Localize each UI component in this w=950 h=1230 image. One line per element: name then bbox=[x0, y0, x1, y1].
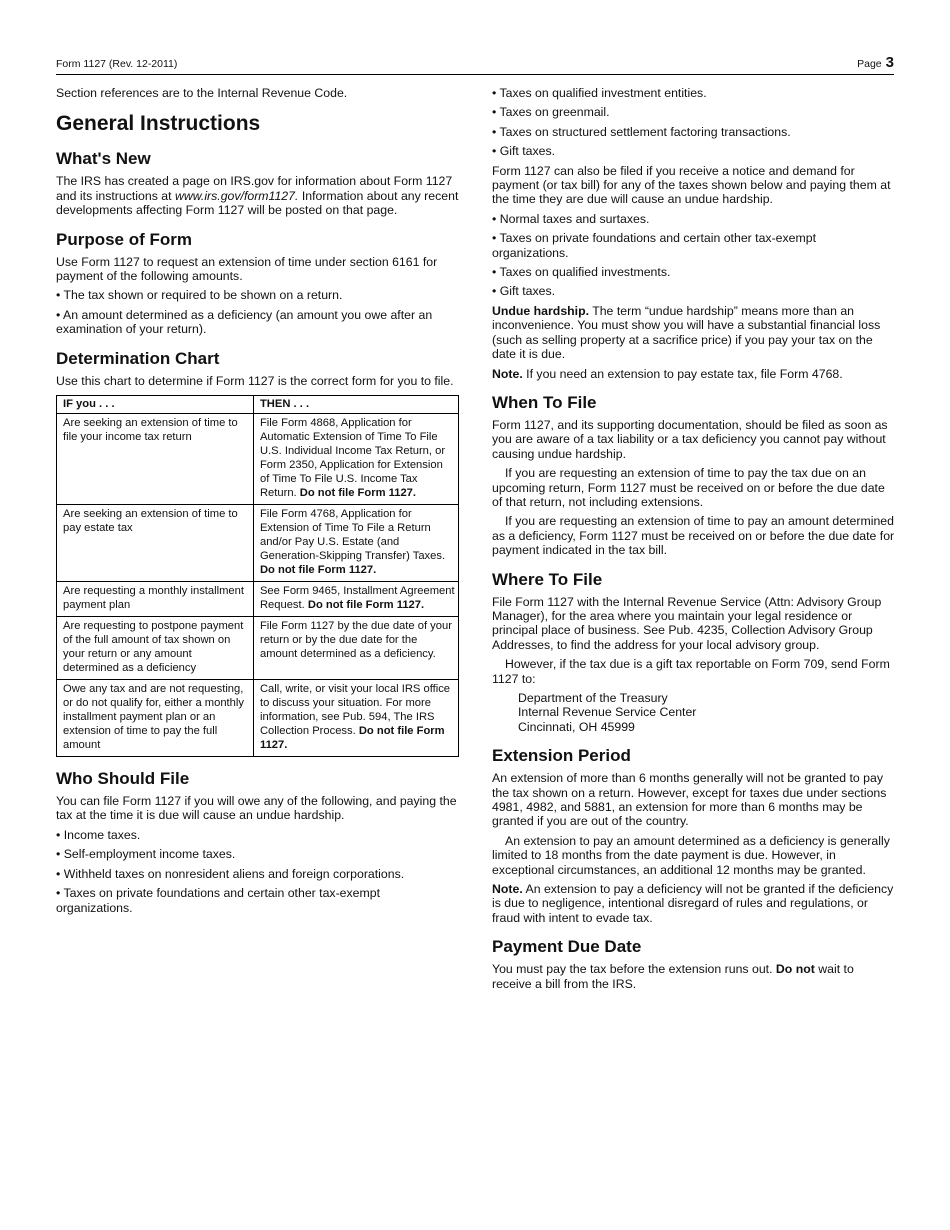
extension-period-p2: An extension to pay an amount determined as a deficiency is generally limited to 18 months from the date payment is due. However, in exceptional circumstances, an additional 12 months may be granted. bbox=[492, 833, 890, 877]
determination-chart-table bbox=[56, 395, 459, 757]
chart-then-cell bbox=[253, 680, 458, 757]
chart-then-text: See Form 9465, Installment Agreement Request. bbox=[259, 585, 455, 612]
right-column bbox=[492, 86, 895, 996]
chart-then-bold: Do not file Form 1127. bbox=[259, 564, 377, 577]
page-number: 3 bbox=[885, 54, 894, 71]
chart-then-bold: Do not file Form 1127. bbox=[259, 725, 445, 752]
purpose-text: Use Form 1127 to request an extension of time under section 6161 for payment of the following amounts. bbox=[56, 254, 438, 284]
note-label: Note. bbox=[492, 882, 523, 897]
extension-period-p1: An extension of more than 6 months generally will not be granted to pay the tax shown on a return. However, except for taxes due under sections 4981, 4982, and 5881, an extension for more than 6 months may be granted if you are out of the country. bbox=[492, 771, 887, 829]
note-text: If you need an extension to pay estate tax, file Form 4768. bbox=[522, 366, 843, 381]
payment-do-not: Do not bbox=[775, 962, 815, 977]
note-label: Note. bbox=[492, 366, 523, 381]
mailing-address bbox=[518, 691, 895, 734]
undue-hardship-text: The term “undue hardship” means more than an inconvenience. You must show you will have a substantial financial loss (such as selling property at a sacrifice price) if you pay your tax on the date it is due. bbox=[492, 303, 881, 362]
payment-text-b: wait to receive a bill from the IRS. bbox=[492, 962, 854, 991]
payment-due-date-text bbox=[492, 962, 895, 991]
estate-tax-note bbox=[492, 367, 895, 381]
when-to-file-p1: Form 1127, and its supporting documentation, should be filed as soon as you are aware of a tax liability or a tax deficiency you cannot pay without causing undue hardship. bbox=[492, 417, 888, 461]
chart-then-bold: Do not file Form 1127. bbox=[307, 599, 425, 612]
purpose-bullet: • The tax shown or required to be shown on a return. bbox=[56, 288, 343, 303]
chart-then-cell bbox=[253, 617, 458, 680]
chart-row bbox=[57, 414, 459, 505]
chart-row bbox=[57, 582, 459, 617]
payment-text-a: You must pay the tax before the extension runs out. bbox=[492, 962, 776, 977]
chart-if-cell: Owe any tax and are not requesting, or do not qualify for, either a monthly installment payment plan or an extension of time to pay the full amount bbox=[57, 680, 254, 757]
address-line: Department of the Treasury bbox=[518, 691, 668, 705]
where-to-file-heading: Where To File bbox=[492, 569, 603, 589]
who-bullet: • Self-employment income taxes. bbox=[56, 847, 236, 862]
page-label: Page bbox=[857, 58, 882, 70]
when-to-file-p2: If you are requesting an extension of time to pay the tax due on an upcoming return, Form 1127 must be received on or before the due date of that return, not including extensions. bbox=[492, 466, 885, 509]
chart-if-cell: Are requesting to postpone payment of the full amount of tax shown on your return or any amount determined as a deficiency bbox=[57, 617, 254, 680]
section-references: Section references are to the Internal Revenue Code. bbox=[56, 86, 348, 100]
chart-then-cell bbox=[253, 505, 458, 582]
extension-period-heading: Extension Period bbox=[492, 746, 631, 766]
address-line: Cincinnati, OH 45999 bbox=[518, 719, 635, 734]
chart-then-text: File Form 4768, Application for Extension of Time To File a Return and/or Pay U.S. Estate (and Generation-Skipping Transfer) Taxes. bbox=[259, 508, 446, 563]
note-text: An extension to pay a deficiency will not be granted if the deficiency is due to negligence, intentional disregard of rules and regulations, or fraud with intent to evade tax. bbox=[492, 882, 894, 925]
page-indicator bbox=[857, 54, 894, 71]
where-to-file-p2: However, if the tax due is a gift tax reportable on Form 709, send Form 1127 to: bbox=[492, 657, 890, 686]
undue-hardship-label: Undue hardship. bbox=[492, 303, 590, 318]
notice-tax-bullet: • Gift taxes. bbox=[492, 284, 556, 299]
address-line: Internal Revenue Service Center bbox=[518, 705, 697, 720]
purpose-heading: Purpose of Form bbox=[56, 229, 193, 249]
tax-bullet: • Taxes on structured settlement factoring transactions. bbox=[492, 124, 791, 139]
when-to-file-heading: When To File bbox=[492, 392, 597, 412]
who-should-file-text: You can file Form 1127 if you will owe any of the following, and paying the tax at the time it is due will cause an undue hardship. bbox=[56, 794, 457, 823]
who-should-file-heading: Who Should File bbox=[56, 769, 190, 789]
determination-chart-intro: Use this chart to determine if Form 1127 is the correct form for you to file. bbox=[56, 373, 454, 388]
whats-new-text-b: Information about any recent developments affecting Form 1127 will be posted on that page. bbox=[56, 188, 459, 218]
left-column bbox=[56, 86, 459, 920]
irs-form1127-url: www.irs.gov/form1127. bbox=[174, 188, 299, 203]
who-bullet: • Withheld taxes on nonresident aliens and foreign corporations. bbox=[56, 866, 405, 881]
chart-if-cell: Are seeking an extension of time to file your income tax return bbox=[57, 414, 254, 505]
deficiency-note bbox=[492, 882, 895, 925]
who-bullet: • Taxes on private foundations and certain other tax-exempt organizations. bbox=[56, 886, 380, 915]
payment-due-date-heading: Payment Due Date bbox=[492, 937, 642, 957]
chart-then-cell bbox=[253, 414, 458, 505]
form-revision: Form 1127 (Rev. 12-2011) bbox=[56, 58, 178, 70]
undue-hardship-paragraph bbox=[492, 304, 895, 362]
chart-row bbox=[57, 680, 459, 757]
chart-row bbox=[57, 505, 459, 582]
chart-then-cell bbox=[253, 582, 458, 617]
who-bullet: • Income taxes. bbox=[56, 827, 141, 842]
chart-then-text: File Form 1127 by the due date of your return or by the due date for the amount determined as a deficiency. bbox=[259, 620, 452, 661]
tax-bullet: • Taxes on greenmail. bbox=[492, 105, 610, 120]
chart-if-cell: Are requesting a monthly installment payment plan bbox=[57, 582, 254, 617]
determination-chart-heading: Determination Chart bbox=[56, 348, 220, 368]
chart-then-text: Call, write, or visit your local IRS office to discuss your situation. For more information, see Pub. 594, The IRS Collection Process. bbox=[259, 683, 451, 738]
chart-row bbox=[57, 617, 459, 680]
notice-tax-bullet: • Taxes on private foundations and certain other tax-exempt organizations. bbox=[492, 231, 816, 260]
purpose-bullet: • An amount determined as a deficiency (an amount you owe after an examination of your return). bbox=[56, 307, 433, 337]
also-filed-text: Form 1127 can also be filed if you receive a notice and demand for payment (or tax bill) for any of the taxes shown below and paying them at the time they are due will cause an undue hardship. bbox=[492, 163, 891, 207]
when-to-file-p3: If you are requesting an extension of time to pay an amount determined as a deficiency, Form 1127 must be received on or before the due date for payment indicated in the tax bill. bbox=[492, 514, 895, 558]
tax-bullet: • Gift taxes. bbox=[492, 144, 556, 159]
notice-tax-bullet: • Normal taxes and surtaxes. bbox=[492, 211, 650, 226]
chart-header-row bbox=[57, 396, 459, 414]
notice-tax-bullet: • Taxes on qualified investments. bbox=[492, 265, 671, 280]
whats-new-text bbox=[56, 174, 459, 217]
page-header bbox=[56, 52, 894, 75]
tax-bullet: • Taxes on qualified investment entities. bbox=[492, 86, 707, 100]
whats-new-text-a: The IRS has created a page on IRS.gov for information about Form 1127 and its instructions at bbox=[56, 174, 453, 203]
general-instructions-title: General Instructions bbox=[56, 112, 261, 136]
whats-new-heading: What's New bbox=[56, 149, 151, 169]
chart-col-then: THEN . . . bbox=[253, 396, 458, 414]
chart-then-bold: Do not file Form 1127. bbox=[299, 487, 417, 500]
chart-if-cell: Are seeking an extension of time to pay estate tax bbox=[57, 505, 254, 582]
where-to-file-p1: File Form 1127 with the Internal Revenue Service (Attn: Advisory Group Manager), for the area where you maintain your legal residence or principal place of business. See Pub. 4235, Collection Advisory Group Addresses, to find the address for your local advisory group. bbox=[492, 594, 882, 652]
chart-then-text: File Form 4868, Application for Automatic Extension of Time To File U.S. Individual Income Tax Return, or Form 2350, Application for Extension of Time To File U.S. Income Tax Return. bbox=[259, 417, 446, 500]
chart-col-if: IF you . . . bbox=[57, 396, 254, 414]
